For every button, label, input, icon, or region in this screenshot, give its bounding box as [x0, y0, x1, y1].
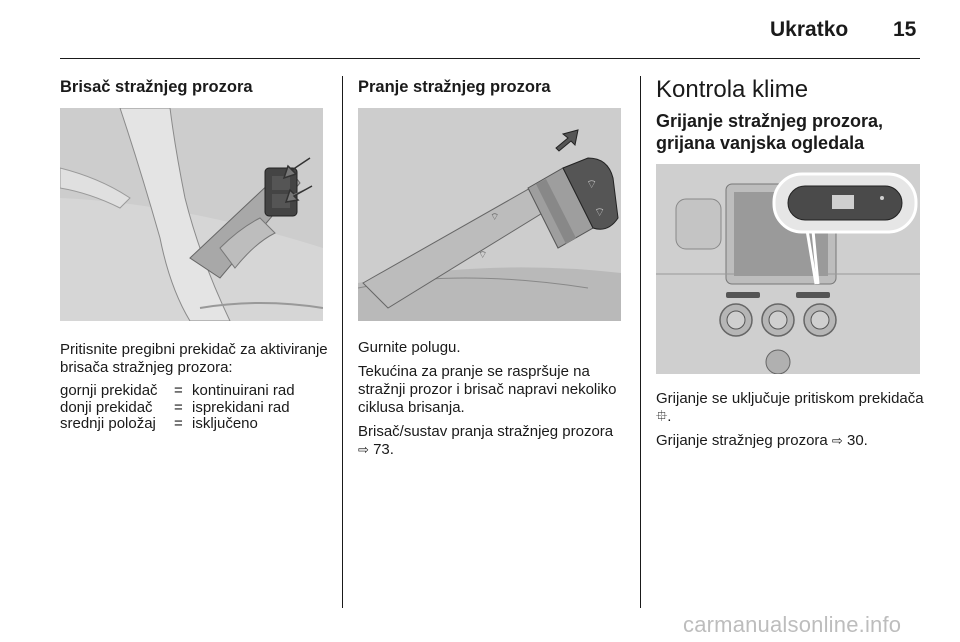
list-item: srednji položaj = isključeno [60, 415, 258, 432]
cross-reference-text: Grijanje stražnjeg prozora ⇨ 30. [656, 432, 868, 449]
switch-positions-list [60, 383, 328, 433]
svg-text:⌔: ⌔ [594, 205, 606, 219]
instruction-text: Grijanje se uključuje pritiskom prekidača ⯐. [656, 390, 924, 425]
page-number: 15 [893, 18, 917, 41]
section-heading: Pranje stražnjeg prozora [358, 78, 551, 96]
page-reference-arrow-icon: ⇨ [358, 442, 369, 457]
climate-panel-illustration [656, 164, 920, 374]
page-reference-arrow-icon: ⇨ [831, 433, 843, 448]
instruction-text: Gurnite polugu. [358, 339, 461, 356]
cross-reference-text: Brisač/sustav pranja stražnjeg prozora ⇨ 73. [358, 423, 614, 458]
rear-window-heating-icon: ⯐ [656, 408, 668, 425]
list-item: gornji prekidač = kontinuirani rad [60, 382, 295, 399]
column-climate-control [656, 76, 924, 456]
instruction-text: Pritisnite pregibni prekidač za aktiviranje brisača stražnjeg prozora: [60, 341, 328, 376]
running-header-title: Ukratko [770, 18, 849, 41]
column-rear-wiper [60, 76, 328, 433]
column-divider [640, 76, 641, 608]
list-item: donji prekidač = isprekidani rad [60, 398, 290, 416]
header-rule [60, 58, 920, 59]
wiper-lever-illustration [60, 108, 323, 321]
column-divider [342, 76, 343, 608]
site-watermark: carmanualsonline.info [683, 612, 902, 637]
section-heading: Grijanje stražnjeg prozora, grijana vanjska ogledala [656, 111, 884, 153]
description-text: Tekućina za pranje se raspršuje na stražnji prozor i brisač napravi nekoliko ciklusa brisanja. [358, 363, 617, 416]
column-rear-washer [358, 76, 626, 465]
chapter-heading: Kontrola klime [656, 76, 809, 103]
washer-lever-illustration [358, 108, 621, 321]
svg-text:⌔: ⌔ [490, 212, 500, 223]
section-heading: Brisač stražnjeg prozora [60, 78, 253, 96]
svg-text:⌔: ⌔ [586, 177, 598, 191]
svg-text:⌔: ⌔ [478, 250, 488, 261]
